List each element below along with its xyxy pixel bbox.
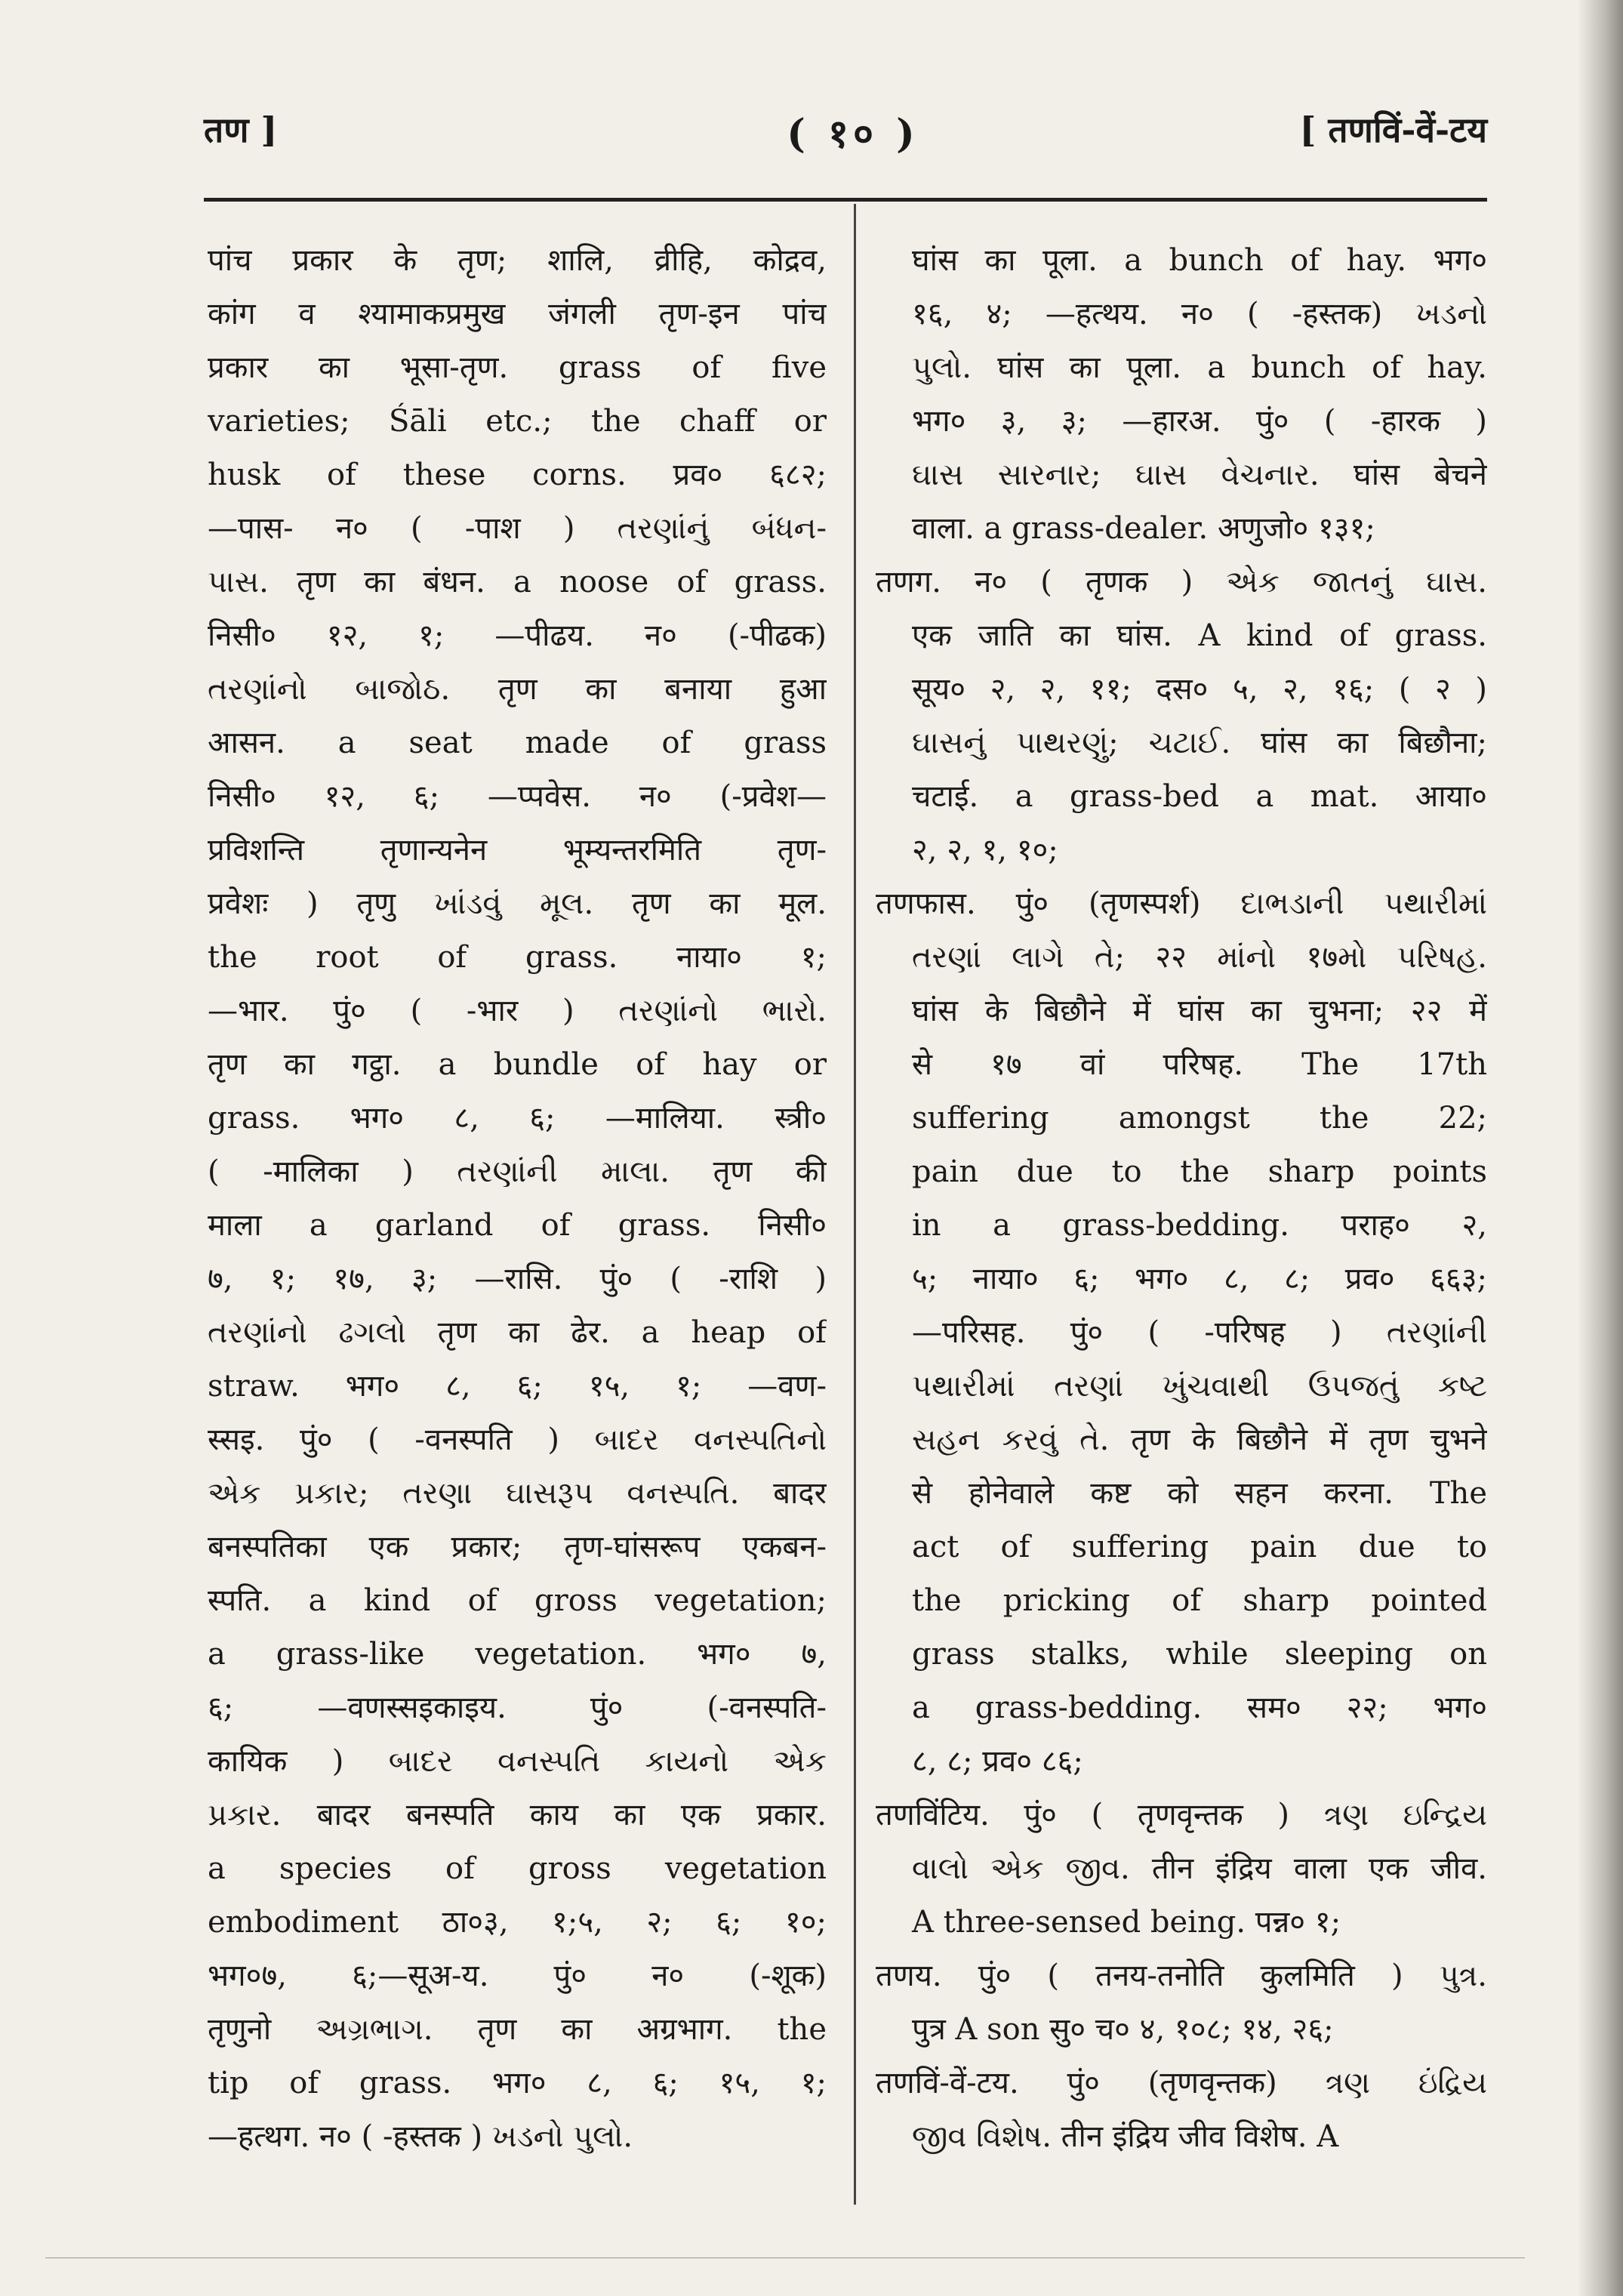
- text-line: सूय० २, २, ११; दस० ५, २, १६; ( २ ): [912, 672, 1487, 707]
- text-line: बनस्पतिका एक प्रकार; तृण-घांसरूप एकबन-: [208, 1530, 827, 1564]
- page-binding-edge: [1578, 0, 1623, 2296]
- text-line: प्रवेशः ) तृणु ખાંડવું મૂલ. तृण का मूल.: [208, 886, 827, 921]
- text-line: २, २, १, १०;: [912, 833, 1058, 868]
- text-line: १६, ४; —हत्थय. न० ( -हस्तक) ખડનો: [912, 297, 1487, 331]
- header-rule: [204, 198, 1487, 202]
- text-line: pain due to the sharp points: [912, 1154, 1487, 1189]
- text-line: निसी० १२, १; —पीढय. न० (-पीढक): [208, 618, 827, 653]
- text-line: ઘાસ સારનાર; ઘાસ વેચનાર. घांस बेचने: [912, 458, 1487, 492]
- text-line: स्सइ. पुं० ( -वनस्पति ) બાદર વનસ્પતિનો: [208, 1422, 827, 1457]
- text-line: आसन. a seat made of grass: [208, 726, 827, 760]
- text-line: तृण का गट्ठा. a bundle of hay or: [208, 1047, 827, 1082]
- text-line: એક પ્રકાર; તરણા ઘાસરૂપ વનસ્પતિ. बादर: [208, 1476, 827, 1511]
- text-line: प्रविशन्ति तृणान्यनेन भूम्यन्तरमिति तृण-: [208, 833, 827, 868]
- text-line: से होनेवाले कष्ट को सहन करना. The: [912, 1476, 1487, 1511]
- text-line: एक जाति का घांस. A kind of grass.: [912, 618, 1487, 653]
- text-line: husk of these corns. प्रव० ६८२;: [208, 458, 827, 492]
- text-line: તરણાંનો બાજોઠ. तृण का बनाया हुआ: [208, 672, 827, 707]
- text-line: તરણાંનો ઢગલો तृण का ढेर. a heap of: [208, 1315, 827, 1350]
- text-line: —पास- न० ( -पाश ) તરણાંનું બંધન-: [208, 511, 827, 546]
- text-line: —परिसह. पुं० ( -परिषह ) તરણાંની: [912, 1315, 1487, 1350]
- text-line: तणय. पुं० ( तनय-तनोति कुलमिति ) પુત્ર.: [876, 1959, 1487, 1993]
- text-line: प्रकार का भूसा-तृण. grass of five: [208, 350, 827, 385]
- text-line: घांस का पूला. a bunch of hay. भग०: [912, 243, 1487, 278]
- text-line: कायिक ) બાદર વનસ્પતિ કાયનો એક: [208, 1744, 827, 1779]
- text-line: the root of grass. नाया० १;: [208, 940, 827, 975]
- page-number: ( १० ): [787, 111, 919, 157]
- text-line: —भार. पुं० ( -भार ) તરણાંનો ભારો.: [208, 994, 827, 1028]
- bottom-rule: [45, 2257, 1525, 2258]
- text-line: पांच प्रकार के तृण; शालि, व्रीहि, कोद्रव,: [208, 243, 827, 278]
- text-line: तणग. न० ( तृणक ) એક જાતનું ઘાસ.: [876, 565, 1487, 599]
- text-line: a grass-bedding. सम० २२; भग०: [912, 1690, 1487, 1725]
- text-line: कांग व श्यामाकप्रमुख जंगली तृण-इन पांच: [208, 297, 827, 331]
- text-line: straw. भग० ८, ६; १५, १; —वण-: [208, 1369, 827, 1404]
- text-line: वाला. a grass-dealer. अणुजो० १३१;: [912, 511, 1375, 546]
- text-line: પથારીમાં તરણાં ખુંચવાથી ઉપજતું કષ્ટ: [912, 1369, 1487, 1404]
- text-line: પ્રકાર. बादर बनस्पति काय का एक प्रकार.: [208, 1798, 827, 1832]
- header-right-guideword: [ तणविं-वें-टय: [1299, 109, 1487, 150]
- text-line: ५; नाया० ६; भग० ८, ८; प्रव० ६६३;: [912, 1262, 1487, 1296]
- text-line: ७, १; १७, ३; —रासि. पुं० ( -राशि ): [208, 1262, 827, 1296]
- text-line: भग० ३, ३; —हारअ. पुं० ( -हारक ): [912, 404, 1487, 439]
- text-line: तणविंटिय. पुं० ( तृणवृन्तक ) ત્રણ ઇન્દ્રિય: [876, 1798, 1487, 1832]
- text-line: suffering amongst the 22;: [912, 1101, 1487, 1136]
- text-line: से १७ वां परिषह. The 17th: [912, 1047, 1487, 1082]
- text-line: પુલો. घांस का पूला. a bunch of hay.: [912, 350, 1487, 385]
- text-line: —हत्थग. न० ( -हस्तक ) ખડનો પુલો.: [208, 2119, 633, 2154]
- text-line: a species of gross vegetation: [208, 1851, 827, 1886]
- text-line: ८, ८; प्रव० ८६;: [912, 1744, 1083, 1779]
- page-header: [204, 106, 1487, 166]
- text-line: भग०७, ६;—सूअ-य. पुं० न० (-शूक): [208, 1959, 827, 1993]
- text-line: A three-sensed being. पन्न० १;: [912, 1905, 1341, 1940]
- text-line: a grass-like vegetation. भग० ७,: [208, 1637, 827, 1672]
- text-line: तणफास. पुं० (तृणस्पर्श) દાભડાની પથારીમાં: [876, 886, 1487, 921]
- left-column: [208, 234, 827, 2164]
- text-line: વાલો એક જીવ. तीन इंद्रिय वाला एक जीव.: [912, 1851, 1487, 1886]
- text-line: तृणुनो અગ્રભાગ. तृण का अग्रभाग. the: [208, 2012, 827, 2047]
- right-column: [876, 234, 1487, 2164]
- text-line: grass. भग० ८, ६; —मालिया. स्त्री०: [208, 1101, 827, 1136]
- text-line: तणविं-वें-टय. पुं० (तृणवृन्तक) ત્રણ ઇંદ્રિય: [876, 2066, 1487, 2100]
- column-divider: [854, 204, 856, 2205]
- header-left-guideword: तण ]: [204, 109, 278, 150]
- text-line: घांस के बिछौने में घांस का चुभना; २२ में: [912, 994, 1487, 1028]
- text-line: ६; —वणस्सइकाइय. पुं० (-वनस्पति-: [208, 1690, 827, 1725]
- text-line: चटाई. a grass-bed a mat. आया०: [912, 779, 1487, 814]
- text-line: the pricking of sharp pointed: [912, 1583, 1487, 1618]
- text-line: tip of grass. भग० ८, ६; १५, १;: [208, 2066, 827, 2100]
- text-line: in a grass-bedding. पराह० २,: [912, 1208, 1487, 1243]
- text-line: તરણાં લાગે તે; २२ માંનો १७મો પરિષહ.: [912, 940, 1487, 975]
- text-line: माला a garland of grass. निसी०: [208, 1208, 827, 1243]
- text-line: જીવ વિશેષ. तीन इंद्रिय जीव विशेष. A: [912, 2119, 1339, 2154]
- text-line: grass stalks, while sleeping on: [912, 1637, 1487, 1672]
- text-line: पुत्र A son सु० च० ४, १०८; १४, २६;: [912, 2012, 1334, 2047]
- text-line: varieties; Śāli etc.; the chaff or: [208, 404, 827, 439]
- text-line: પાસ. तृण का बंधन. a noose of grass.: [208, 565, 827, 599]
- text-line: स्पति. a kind of gross vegetation;: [208, 1583, 827, 1618]
- text-line: ઘાસનું પાથરણું; ચટાઈ. घांस का बिछौना;: [912, 726, 1487, 760]
- text-line: act of suffering pain due to: [912, 1530, 1487, 1564]
- text-line: ( -मालिका ) તરણાંની માલા. तृण की: [208, 1154, 827, 1189]
- text-line: निसी० १२, ६; —प्पवेस. न० (-प्रवेश—: [208, 779, 827, 814]
- text-line: સહન કરવું તે. तृण के बिछौने में तृण चुभने: [912, 1422, 1487, 1457]
- text-line: embodiment ठा०३, १;५, २; ६; १०;: [208, 1905, 827, 1940]
